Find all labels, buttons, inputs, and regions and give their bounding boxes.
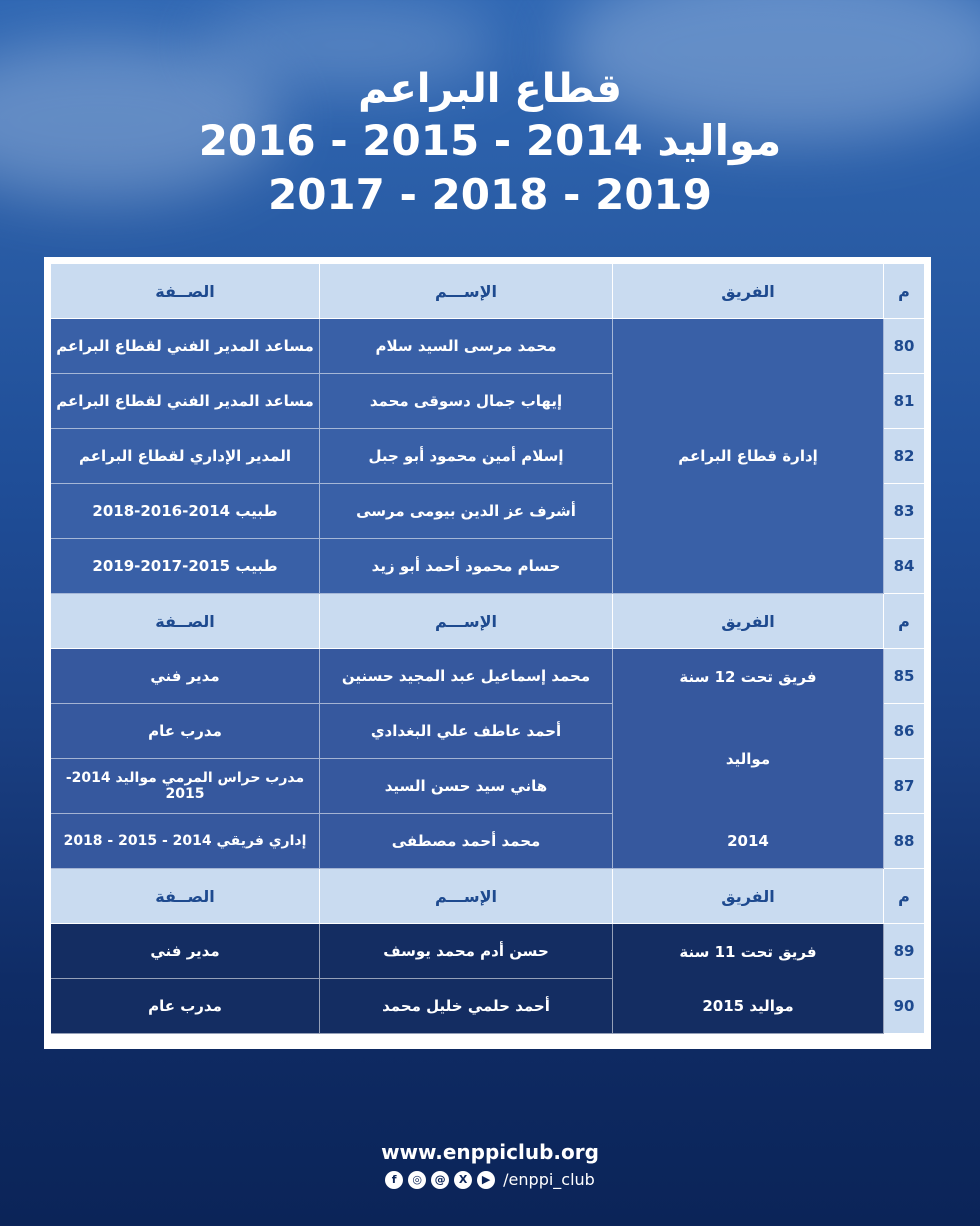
- header-num: م: [884, 594, 924, 649]
- cell-sifa: مدرب عام: [51, 979, 320, 1034]
- cell-sifa: مدرب عام: [51, 704, 320, 759]
- cell-num: 80: [884, 319, 924, 374]
- cell-name: محمد مرسى السيد سلام: [320, 319, 613, 374]
- cell-team-b: مواليد: [613, 704, 884, 814]
- cell-num: 81: [884, 374, 924, 429]
- header-sifa: الصــفة: [51, 594, 320, 649]
- cell-num: 87: [884, 759, 924, 814]
- facebook-icon[interactable]: f: [385, 1171, 403, 1189]
- youtube-icon[interactable]: ▶: [477, 1171, 495, 1189]
- social-links: [0, 1170, 980, 1189]
- cell-num: 86: [884, 704, 924, 759]
- header-name: الإســـم: [320, 594, 613, 649]
- header-team: الفريق: [613, 594, 884, 649]
- header-num: م: [884, 264, 924, 319]
- social-handle: /enppi_club: [503, 1170, 595, 1189]
- cell-name: حسام محمود أحمد أبو زيد: [320, 539, 613, 594]
- table-header: [51, 594, 924, 649]
- header-name: الإســـم: [320, 869, 613, 924]
- cell-name: أشرف عز الدين بيومى مرسى: [320, 484, 613, 539]
- threads-icon[interactable]: @: [431, 1171, 449, 1189]
- table-header: [51, 264, 924, 319]
- header-team: الفريق: [613, 869, 884, 924]
- cell-team-merged: إدارة قطاع البراعم: [613, 319, 884, 594]
- cell-name: محمد إسماعيل عبد المجيد حسنين: [320, 649, 613, 704]
- cell-sifa: مساعد المدير الفني لقطاع البراعم: [51, 374, 320, 429]
- cell-num: 90: [884, 979, 924, 1034]
- cell-name: إسلام أمين محمود أبو جبل: [320, 429, 613, 484]
- table-header: [51, 869, 924, 924]
- instagram-icon[interactable]: ◎: [408, 1171, 426, 1189]
- title-line-2: مواليد 2014 - 2015 - 2016: [198, 116, 782, 165]
- cell-num: 83: [884, 484, 924, 539]
- cell-name: أحمد عاطف علي البغدادي: [320, 704, 613, 759]
- header-num: م: [884, 869, 924, 924]
- cell-team-b: مواليد 2015: [613, 979, 884, 1034]
- cell-team-c: 2014: [613, 814, 884, 869]
- cell-num: 82: [884, 429, 924, 484]
- cell-num: 88: [884, 814, 924, 869]
- cell-sifa: مساعد المدير الفني لقطاع البراعم: [51, 319, 320, 374]
- cell-team-a: فريق تحت 12 سنة: [613, 649, 884, 704]
- website-url[interactable]: www.enppiclub.org: [381, 1140, 599, 1164]
- staff-table: [44, 257, 931, 1049]
- cell-sifa: مدرب حراس المرمي مواليد 2014-2015: [51, 759, 320, 814]
- cell-num: 89: [884, 924, 924, 979]
- cell-sifa: مدير فني: [51, 924, 320, 979]
- x-icon[interactable]: X: [454, 1171, 472, 1189]
- header-team: الفريق: [613, 264, 884, 319]
- header-sifa: الصــفة: [51, 869, 320, 924]
- cell-num: 84: [884, 539, 924, 594]
- cell-name: أحمد حلمي خليل محمد: [320, 979, 613, 1034]
- cell-team-a: فريق تحت 11 سنة: [613, 924, 884, 979]
- cell-name: هاني سيد حسن السيد: [320, 759, 613, 814]
- header-name: الإســـم: [320, 264, 613, 319]
- cell-sifa: مدير فني: [51, 649, 320, 704]
- title-line-3: 2017 - 2018 - 2019: [267, 170, 713, 219]
- cell-sifa: طبيب 2015-2017-2019: [51, 539, 320, 594]
- cell-sifa: طبيب 2014-2016-2018: [51, 484, 320, 539]
- header-sifa: الصــفة: [51, 264, 320, 319]
- cell-name: حسن أدم محمد يوسف: [320, 924, 613, 979]
- cell-name: محمد أحمد مصطفى: [320, 814, 613, 869]
- cell-sifa: المدير الإداري لقطاع البراعم: [51, 429, 320, 484]
- title-line-1: قطاع البراعم: [358, 66, 622, 112]
- cell-sifa: إداري فريقي 2014 - 2015 - 2018: [51, 814, 320, 869]
- cell-name: إيهاب جمال دسوقى محمد: [320, 374, 613, 429]
- cell-num: 85: [884, 649, 924, 704]
